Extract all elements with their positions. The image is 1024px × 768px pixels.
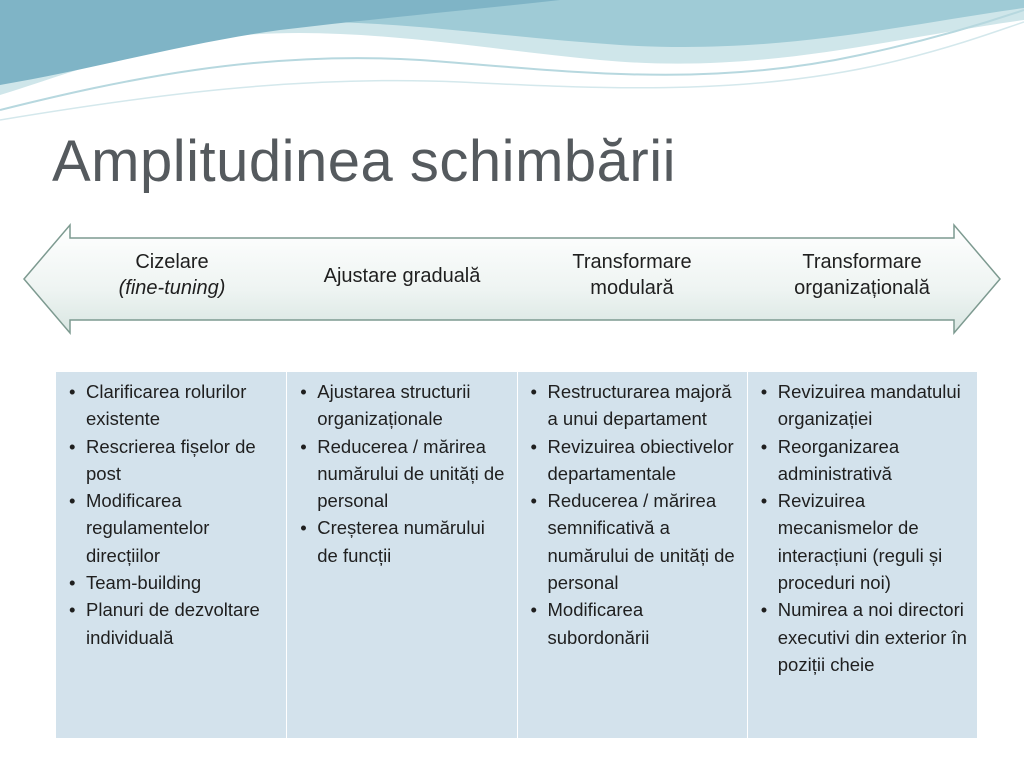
list-item: • Team-building — [86, 569, 278, 596]
column-cizelare — [56, 372, 286, 738]
page-title: Amplitudinea schimbării — [52, 129, 676, 194]
scale-label-ajustare — [292, 263, 512, 289]
change-table — [56, 372, 977, 738]
list-item: • Rescrierea fișelor de post — [86, 433, 278, 488]
list-item: • Restructurarea majoră a unui departament — [548, 378, 739, 433]
scale-label-transformare-modulara — [532, 249, 732, 301]
list-item: • Ajustarea structurii organizaționale — [317, 378, 508, 433]
scale-label-line2: organizațională — [794, 277, 930, 299]
bullet-list — [64, 378, 278, 651]
list-item: • Planuri de dezvoltare individuală — [86, 596, 278, 651]
bullet-list — [756, 378, 969, 678]
list-item: • Creșterea numărului de funcții — [317, 514, 508, 569]
column-ajustare — [286, 372, 516, 738]
scale-label-line2: modulară — [590, 277, 674, 299]
list-item: • Reorganizarea administrativă — [778, 433, 969, 488]
scale-label-cizelare — [72, 249, 272, 301]
scale-label-transformare-organizationala — [752, 249, 972, 301]
decorative-waves — [0, 0, 1024, 130]
scale-label-line2: (fine-tuning) — [118, 277, 226, 299]
list-item: • Revizuirea mecanismelor de interacțiuni (reguli și proceduri noi) — [778, 487, 969, 596]
column-transformare-modulara — [517, 372, 747, 738]
bullet-list — [526, 378, 739, 651]
list-item: • Revizuirea obiectivelor departamentale — [548, 433, 739, 488]
list-item: • Clarificarea rolurilor existente — [86, 378, 278, 433]
list-item: • Modificarea subordonării — [548, 596, 739, 651]
column-transformare-organizationala — [747, 372, 977, 738]
scale-label-line1: Transformare — [802, 251, 922, 273]
list-item: • Reducerea / mărirea semnificativă a numărului de unități de personal — [548, 487, 739, 596]
list-item: • Numirea a noi directori executivi din exterior în poziții cheie — [778, 596, 969, 678]
list-item: • Reducerea / mărirea numărului de unități de personal — [317, 433, 508, 515]
scale-label-line1: Cizelare — [135, 251, 209, 273]
bullet-list — [295, 378, 508, 569]
list-item: • Modificarea regulamentelor direcțiilor — [86, 487, 278, 569]
list-item: • Revizuirea mandatului organizației — [778, 378, 969, 433]
scale-label-line1: Transformare — [572, 251, 692, 273]
scale-label-line1: Ajustare graduală — [323, 265, 481, 287]
